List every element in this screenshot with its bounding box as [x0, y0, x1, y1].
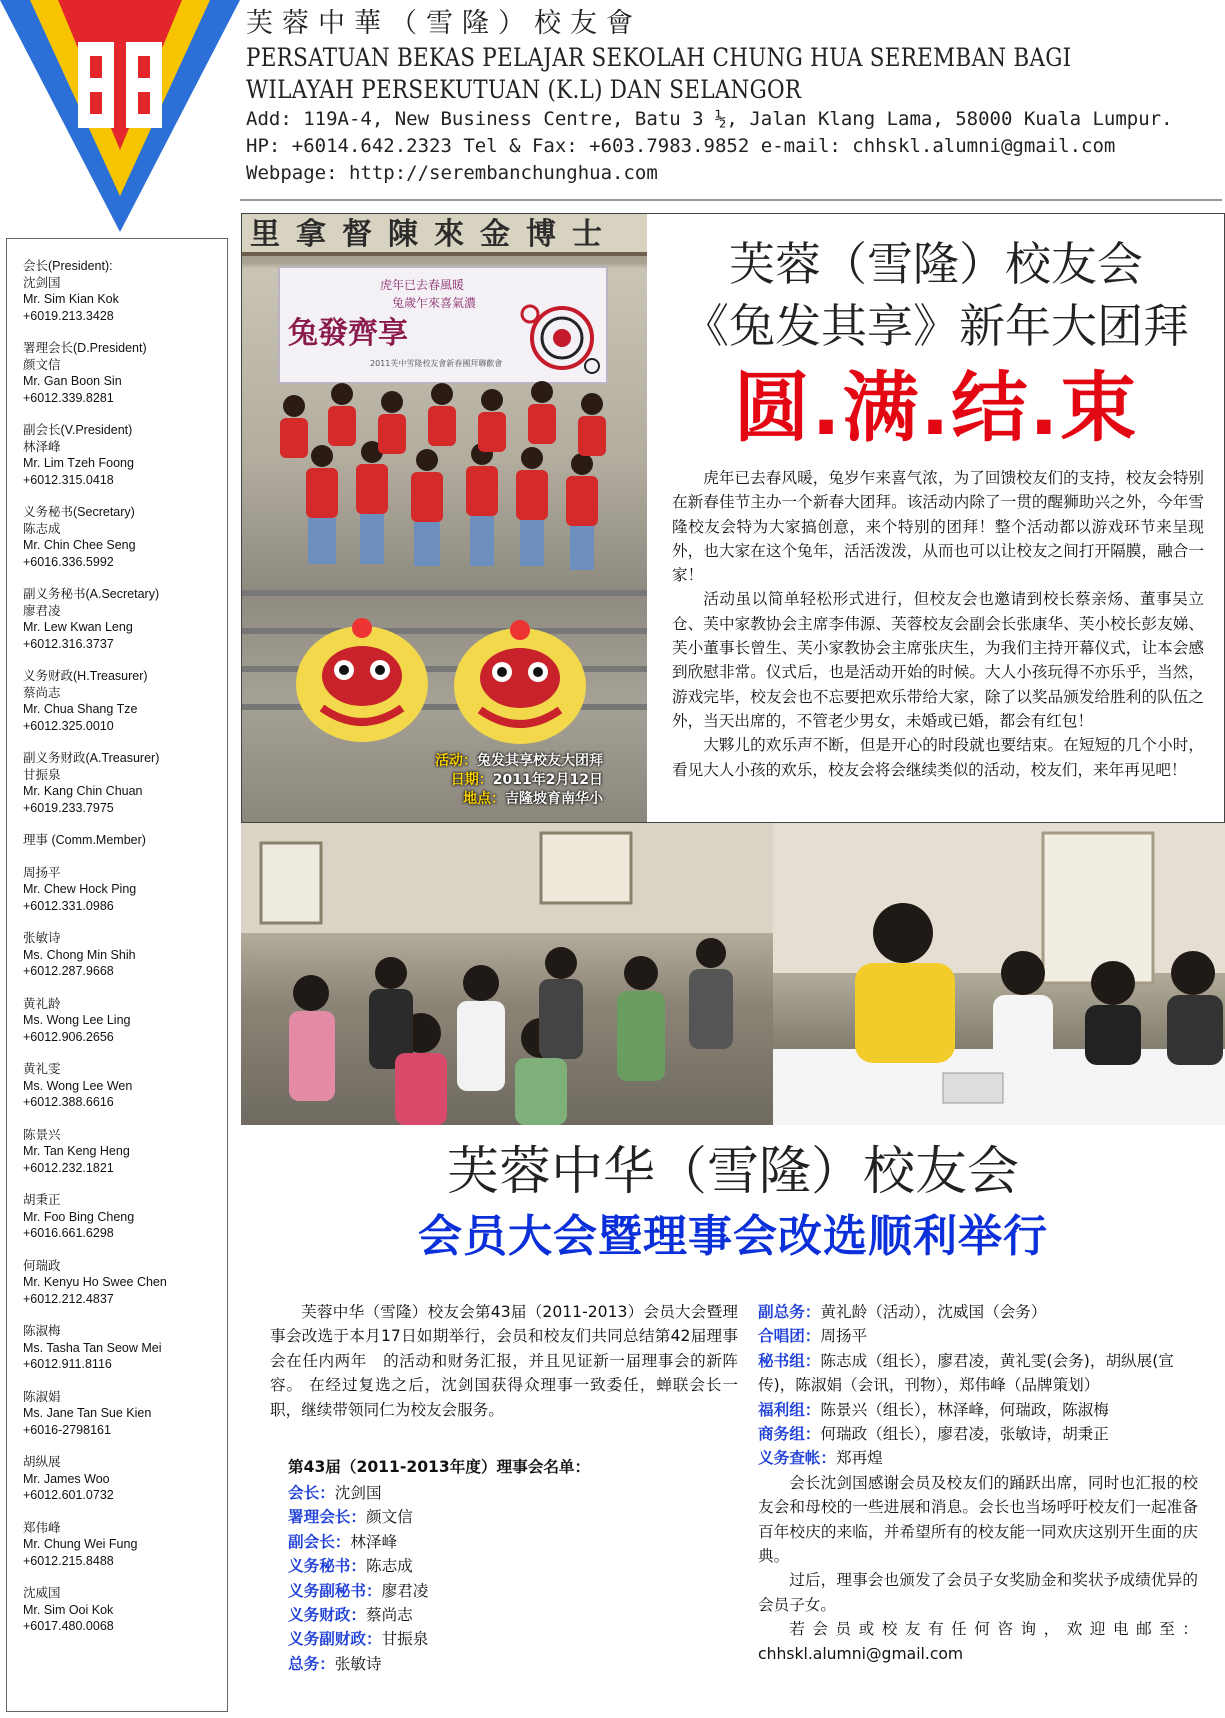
member-phone: +6012.331.0986	[23, 898, 114, 913]
role-label: 商务组：	[758, 1425, 821, 1444]
officer-name-cn: 廖君凌	[23, 603, 61, 618]
role-label: 副总务：	[758, 1303, 821, 1321]
member-name-cn: 黄礼龄	[23, 996, 61, 1011]
officer-entry	[23, 504, 227, 570]
officer-phone: +6019.233.7975	[23, 800, 114, 815]
role-value: 陈景兴（组长），林泽峰，何瑞政，陈淑梅	[820, 1400, 1109, 1419]
officer-name-en: Mr. Lim Tzeh Foong	[23, 456, 134, 470]
role-label: 总务：	[288, 1654, 335, 1673]
group-of-people	[242, 364, 647, 584]
photo-caption: 活动：兔发其享校友大团拜 日期：2011年2月12日 地点：吉隆坡育南华小	[435, 753, 603, 807]
contact-line: HP: +6014.642.2323 Tel & Fax: +603.7983.9852 e-mail: chhskl.alumni@gmail.com	[246, 135, 1116, 157]
officer-role: 会长(President):	[23, 259, 113, 273]
member-phone: +6012.906.2656	[23, 1029, 114, 1044]
role-label: 义务秘书：	[288, 1557, 366, 1576]
banner-title: 兔發齊享	[288, 316, 408, 351]
contact-email[interactable]: chhskl.alumni@gmail.com	[758, 1644, 964, 1663]
officer-entry	[23, 340, 227, 406]
banner-line-2: 兔歲乍來喜氣濃	[392, 296, 477, 310]
officer-entry	[23, 668, 227, 734]
header-divider	[240, 199, 1222, 201]
committee-list-right	[758, 1300, 1198, 1471]
member-entry	[23, 1258, 227, 1308]
role-value: 周扬平	[820, 1327, 868, 1346]
committee-role-row	[758, 1398, 1198, 1422]
role-label: 会长：	[288, 1484, 335, 1502]
member-phone: +6012.601.0732	[23, 1488, 114, 1502]
banner-subtitle: 2011芙中雪隆校友會新春團拜聯歡會	[370, 359, 503, 368]
role-value: 陈志成	[365, 1557, 413, 1576]
committee-role-row	[288, 1579, 728, 1603]
role-label: 福利组：	[758, 1400, 821, 1419]
member-name-en: Ms. Wong Lee Wen	[23, 1078, 133, 1093]
member-entry	[23, 1127, 227, 1177]
member-name-en: Ms. Wong Lee Ling	[23, 1013, 131, 1027]
article2-closing-paragraph: 会长沈剑国感谢会员及校友们的踊跃出席，同时也汇报的校友会和母校的一些进展和消息。会长也当场呼吁校友们一起准备百年校庆的来临，并希望所有的校友能一同欢庆这别开生面的庆典。	[758, 1473, 1198, 1566]
officer-role: 义务秘书(Secretary)	[23, 505, 135, 519]
member-entry	[23, 1192, 227, 1242]
officer-name-en: Mr. Chin Chee Seng	[23, 538, 136, 552]
officer-name-en: Mr. Chua Shang Tze	[23, 702, 138, 716]
role-label: 署理会长：	[288, 1508, 366, 1527]
role-value: 何瑞政（组长），廖君凌，张敏诗，胡秉正	[820, 1425, 1109, 1444]
officer-name-cn: 沈剑国	[23, 275, 61, 290]
role-value: 黄礼龄（活动），沈威国（会务）	[820, 1303, 1047, 1321]
member-name-cn: 黄礼雯	[23, 1062, 61, 1076]
committee-role-row	[288, 1530, 728, 1554]
committee-role-row	[288, 1505, 728, 1529]
officer-name-en: Mr. Gan Boon Sin	[23, 374, 122, 388]
officer-phone: +6012.316.3737	[23, 636, 114, 651]
member-name-en: Ms. Jane Tan Sue Kien	[23, 1406, 152, 1420]
association-logo	[0, 0, 240, 240]
member-name-en: Mr. Kenyu Ho Swee Chen	[23, 1275, 167, 1289]
article1-title-line2: 《兔发其享》新年大团拜	[683, 299, 1189, 353]
article1-title-line1: 芙蓉（雪隆）校友会	[729, 237, 1143, 291]
committee-role-row	[758, 1422, 1198, 1446]
committee-role-row	[288, 1554, 728, 1578]
officer-role: 署理会长(D.President)	[23, 341, 147, 355]
letterhead	[246, 6, 1216, 187]
role-value: 陈志成（组长），廖君凌，黄礼雯(会务)，胡纵展(宣传)，陈淑娟（会讯，刊物），郑伟峰（品牌策划）	[758, 1351, 1174, 1395]
role-label: 义务查帐：	[758, 1449, 836, 1468]
role-label: 秘书组：	[758, 1351, 821, 1370]
webpage-line: Webpage: http://serembanchunghua.com	[246, 162, 658, 184]
member-entry	[23, 1389, 227, 1439]
role-value: 甘振泉	[381, 1630, 429, 1649]
member-entry	[23, 865, 227, 915]
role-label: 义务财政：	[288, 1606, 366, 1625]
member-name-en: Mr. James Woo	[23, 1471, 110, 1486]
member-entry	[23, 996, 227, 1046]
member-entry	[23, 1061, 227, 1111]
member-name-cn: 陈景兴	[23, 1127, 61, 1142]
article1-paragraph: 虎年已去春风暖，兔岁乍来喜气浓，为了回馈校友们的支持，校友会特别在新春佳节主办一个新春大团拜。该活动内除了一贯的醒狮助兴之外，今年雪隆校友会特为大家搞创意，来个特别的团拜！整个活动都以游戏环节来呈现外，也大家在这个兔年，活活泼泼，从而也可以让校友之间打开隔膜，融合一家！	[672, 469, 1204, 585]
officer-phone: +6016.336.5992	[23, 554, 114, 569]
member-name-cn: 郑伟峰	[23, 1520, 61, 1535]
committee-label: 理事 (Comm.Member)	[23, 833, 146, 847]
article1-paragraph: 大夥儿的欢乐声不断，但是开心的时段就也要结束。在短短的几个小时，看见大人小孩的欢乐，校友会将会继续类似的活动，校友们，来年再见吧！	[672, 736, 1204, 779]
member-name-en: Mr. Tan Keng Heng	[23, 1144, 130, 1158]
group-photo-lion-dance	[242, 214, 647, 822]
officer-entry	[23, 586, 227, 652]
role-value: 颜文信	[365, 1508, 413, 1527]
committee-role-row	[758, 1446, 1198, 1470]
officer-phone: +6019.213.3428	[23, 308, 114, 323]
member-name-cn: 陈淑梅	[23, 1324, 61, 1338]
committee-list-title: 第43届（2011-2013年度）理事会名单：	[288, 1458, 591, 1476]
member-name-cn: 何瑞政	[23, 1258, 61, 1273]
role-value: 蔡尚志	[365, 1606, 413, 1625]
association-name-cn: 芙蓉中華（雪隆）校友會	[246, 8, 642, 39]
committee-role-row	[758, 1300, 1198, 1324]
member-name-cn: 陈淑娟	[23, 1389, 61, 1404]
officer-entry	[23, 258, 227, 324]
member-phone: +6012.911.8116	[23, 1357, 112, 1371]
officer-name-cn: 蔡尚志	[23, 685, 61, 700]
article1-paragraph: 活动虽以简单轻松形式进行，但校友会也邀请到校长蔡亲炀、董事吴立仓、芙中家教协会主席李伟源、芙蓉校友会副会长张康华、芙小校长彭友娣、芙小董事长曾生、芙小家教协会主席张庆生，为我们主持开幕仪式，让本会感到欣慰非常。仪式后，也是活动开始的时候。大人小孩玩得不亦乐乎，当然，游戏完毕，校友会也不忘要把欢乐带给大家，除了以奖品颁发给胜利的队伍之外，当天出席的，不管老少男女，未婚或已婚，都会有红包！	[672, 590, 1204, 730]
officer-role: 副义务财政(A.Treasurer)	[23, 751, 160, 765]
member-name-en: Mr. Sim Ooi Kok	[23, 1602, 114, 1617]
member-phone: +6016.661.6298	[23, 1226, 114, 1240]
member-name-cn: 胡秉正	[23, 1193, 61, 1207]
member-phone: +6017.480.0068	[23, 1619, 114, 1633]
committee-role-row	[288, 1627, 728, 1651]
role-value: 廖君凌	[381, 1581, 429, 1600]
association-name-en-1: PERSATUAN BEKAS PELAJAR SEKOLAH CHUNG HUA SEREMBAN BAGI	[246, 43, 1072, 72]
member-name-en: Mr. Chung Wei Fung	[23, 1537, 138, 1551]
committee-sidebar	[6, 238, 228, 1712]
committee-role-row	[758, 1349, 1198, 1398]
role-label: 义务副秘书：	[288, 1581, 382, 1600]
member-name-en: Ms. Chong Min Shih	[23, 947, 136, 962]
member-name-en: Mr. Foo Bing Cheng	[23, 1209, 135, 1224]
role-label: 合唱团：	[758, 1327, 821, 1346]
officer-entry	[23, 750, 227, 816]
officer-phone: +6012.315.0418	[23, 472, 114, 487]
member-phone: +6016-2798161	[23, 1422, 111, 1437]
article2-headline: 会员大会暨理事会改选顺利举行	[418, 1211, 1048, 1262]
officer-entry	[23, 422, 227, 488]
role-label: 副会长：	[288, 1532, 351, 1551]
article2-intro	[270, 1300, 738, 1422]
officer-name-en: Mr. Kang Chin Chuan	[23, 784, 143, 798]
member-name-cn: 周扬平	[23, 865, 61, 880]
article1-headline: 圆.满.结.束	[733, 363, 1139, 452]
committee-role-row	[758, 1324, 1198, 1348]
officer-phone: +6012.325.0010	[23, 718, 114, 733]
officer-role: 副会长(V.President)	[23, 423, 133, 437]
article2-closing-paragraph: 过后，理事会也颁发了会员子女奖励金和奖状予成绩优异的会员子女。	[758, 1571, 1198, 1614]
address-line: Add: 119A-4, New Business Centre, Batu 3 ½, Jalan Klang Lama, 58000 Kuala Lumpur.	[246, 108, 1173, 130]
committee-role-row	[288, 1603, 728, 1627]
school-sign-text: 里拿督陳來金博士	[250, 217, 618, 252]
officer-name-cn: 林泽峰	[23, 439, 61, 454]
officer-role: 义务财政(H.Treasurer)	[23, 669, 148, 683]
meeting-audience-photo	[241, 823, 773, 1125]
officer-name-cn: 甘振泉	[23, 767, 61, 782]
article2-intro-paragraph: 芙蓉中华（雪隆）校友会第43届（2011-2013）会员大会暨理事会改选于本月17日如期举行，会员和校友们共同总结第42届理事会在任内两年 的活动和财务汇报，并且见证新一届理事会的新阵容。 在经过复选之后，沈剑国获得众理事一致委任，蝉联会长一职，继续带领同仁为校友会服务。	[270, 1303, 738, 1419]
meeting-head-table-photo	[773, 823, 1225, 1125]
member-entry	[23, 1585, 227, 1635]
member-name-en: Ms. Tasha Tan Seow Mei	[23, 1340, 162, 1355]
role-value: 沈剑国	[334, 1484, 382, 1502]
member-phone: +6012.215.8488	[23, 1553, 114, 1568]
member-name-cn: 沈威国	[23, 1586, 61, 1600]
committee-role-row	[288, 1481, 728, 1505]
member-phone: +6012.287.9668	[23, 964, 114, 978]
committee-role-row	[288, 1652, 728, 1676]
member-entry	[23, 1454, 227, 1504]
article2-right-column	[758, 1300, 1198, 1666]
officer-list	[23, 258, 227, 816]
article2-closing-paragraph: 若会员或校友有任何咨询，欢迎电邮至：	[789, 1620, 1198, 1639]
officer-name-en: Mr. Lew Kwan Leng	[23, 620, 133, 634]
lion-dance-heads	[292, 604, 592, 754]
member-entry	[23, 1520, 227, 1570]
article2-title-line1: 芙蓉中华（雪隆）校友会	[446, 1142, 1019, 1202]
member-name-cn: 张敏诗	[23, 931, 61, 945]
member-name-cn: 胡纵展	[23, 1455, 61, 1469]
committee-list-left	[288, 1481, 728, 1676]
article1-body	[672, 466, 1204, 782]
member-name-en: Mr. Chew Hock Ping	[23, 882, 137, 896]
officer-phone: +6012.339.8281	[23, 390, 114, 405]
member-phone: +6012.388.6616	[23, 1095, 114, 1109]
member-entry	[23, 1323, 227, 1373]
officer-role: 副义务秘书(A.Secretary)	[23, 587, 160, 601]
member-entry	[23, 930, 227, 980]
officer-name-cn: 颜文信	[23, 357, 61, 372]
role-value: 郑再煌	[835, 1449, 883, 1468]
officer-name-cn: 陈志成	[23, 521, 61, 536]
role-value: 林泽峰	[350, 1532, 398, 1551]
role-label: 义务副财政：	[288, 1630, 382, 1649]
officer-name-en: Mr. Sim Kian Kok	[23, 292, 119, 306]
member-phone: +6012.212.4837	[23, 1291, 114, 1306]
role-value: 张敏诗	[334, 1654, 382, 1673]
member-phone: +6012.232.1821	[23, 1160, 114, 1175]
banner-line-1: 虎年已去春風暖	[380, 278, 465, 292]
association-name-en-2: WILAYAH PERSEKUTUAN (K.L) DAN SELANGOR	[246, 75, 802, 104]
member-list	[23, 865, 227, 1635]
